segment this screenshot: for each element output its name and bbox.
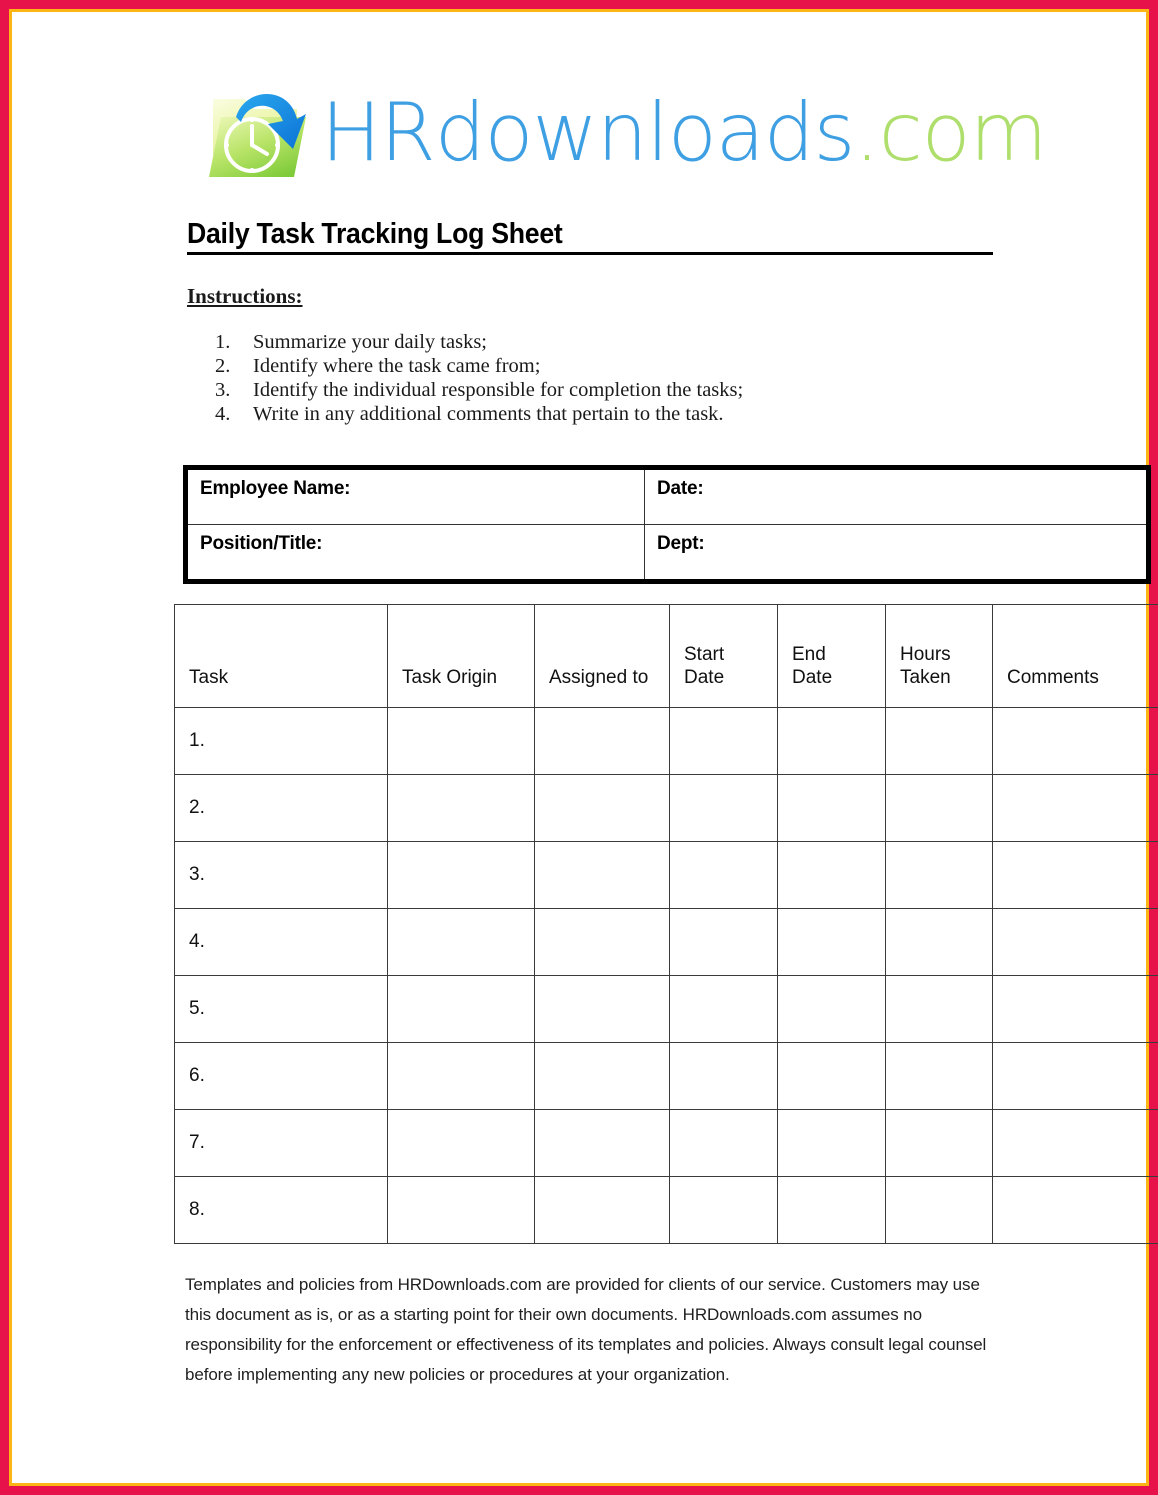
cell-start-date[interactable] <box>670 775 778 842</box>
logo-wordmark-main: HRdownloads <box>321 86 855 179</box>
table-row <box>175 1043 1158 1110</box>
cell-hours-taken[interactable] <box>886 1177 993 1244</box>
cell-hours-taken[interactable] <box>886 842 993 909</box>
cell-end-date[interactable] <box>778 909 886 976</box>
column-header-start-date-line2: Date <box>684 666 725 688</box>
table-row <box>175 976 1158 1043</box>
column-header-task-line1: Task <box>189 666 229 688</box>
cell-assigned-to[interactable] <box>535 1110 670 1177</box>
column-header-task-origin-line1: Task Origin <box>402 666 498 688</box>
cell-hours-taken[interactable] <box>886 775 993 842</box>
cell-end-date[interactable] <box>778 976 886 1043</box>
cell-comments[interactable] <box>993 842 1158 909</box>
cell-start-date[interactable] <box>670 1177 778 1244</box>
cell-task-number[interactable]: 8. <box>175 1177 388 1244</box>
cell-comments[interactable] <box>993 1110 1158 1177</box>
instruction-item <box>215 354 975 378</box>
document-page <box>12 12 1146 1483</box>
cell-comments[interactable] <box>993 775 1158 842</box>
cell-hours-taken[interactable] <box>886 909 993 976</box>
employee-info-table <box>183 465 1151 584</box>
position-title-field[interactable]: Position/Title: <box>186 525 645 582</box>
column-header-hours-taken-line1: Hours <box>900 643 951 665</box>
table-row <box>186 525 1149 582</box>
cell-assigned-to[interactable] <box>535 976 670 1043</box>
logo-wordmark <box>321 86 1047 179</box>
cell-start-date[interactable] <box>670 842 778 909</box>
instruction-number: 3. <box>215 379 231 401</box>
cell-start-date[interactable] <box>670 976 778 1043</box>
cell-task-origin[interactable] <box>388 708 535 775</box>
cell-start-date[interactable] <box>670 1110 778 1177</box>
cell-hours-taken[interactable] <box>886 976 993 1043</box>
cell-hours-taken[interactable] <box>886 708 993 775</box>
footer-disclaimer: Templates and policies from HRDownloads.com are provided for clients of our service. Customers may use this document as is, or as a starting point for their own documents. HRDownloads.com assumes no responsibility for the enforcement or effectiveness of its templates and policies. Always consult legal counsel before implementing any new policies or procedures at your organization. <box>185 1275 987 1384</box>
column-header-end-date-line2: Date <box>792 666 833 688</box>
folder-clock-arrow-icon <box>205 81 317 185</box>
instruction-text: Identify the individual responsible for completion the tasks; <box>253 379 744 401</box>
instruction-item <box>215 402 975 426</box>
cell-task-number[interactable]: 1. <box>175 708 388 775</box>
column-header-task <box>175 605 388 708</box>
cell-assigned-to[interactable] <box>535 842 670 909</box>
cell-task-number[interactable]: 5. <box>175 976 388 1043</box>
cell-comments[interactable] <box>993 909 1158 976</box>
column-header-start-date <box>670 605 778 708</box>
cell-hours-taken[interactable] <box>886 1110 993 1177</box>
column-header-end-date-line1: End <box>792 643 826 665</box>
table-header-row <box>175 605 1158 708</box>
table-row <box>175 708 1158 775</box>
instructions-heading: Instructions: <box>187 284 303 308</box>
cell-task-number[interactable]: 7. <box>175 1110 388 1177</box>
cell-task-number[interactable]: 2. <box>175 775 388 842</box>
page-title <box>187 219 993 255</box>
column-header-hours-taken-line2: Taken <box>900 666 951 688</box>
cell-end-date[interactable] <box>778 842 886 909</box>
cell-assigned-to[interactable] <box>535 909 670 976</box>
employee-name-field[interactable]: Employee Name: <box>186 468 645 525</box>
instruction-text: Write in any additional comments that pertain to the task. <box>253 403 724 425</box>
cell-task-origin[interactable] <box>388 1110 535 1177</box>
instruction-number: 1. <box>215 331 231 353</box>
cell-task-number[interactable]: 6. <box>175 1043 388 1110</box>
cell-start-date[interactable] <box>670 708 778 775</box>
cell-comments[interactable] <box>993 976 1158 1043</box>
cell-task-number[interactable]: 4. <box>175 909 388 976</box>
column-header-task-origin <box>388 605 535 708</box>
table-row <box>175 842 1158 909</box>
page-title-text: Daily Task Tracking Log Sheet <box>187 218 563 250</box>
cell-comments[interactable] <box>993 708 1158 775</box>
table-row <box>175 1110 1158 1177</box>
page-title-underline <box>187 252 993 255</box>
table-row <box>175 909 1158 976</box>
cell-end-date[interactable] <box>778 775 886 842</box>
column-header-assigned-to-line1: Assigned to <box>549 666 649 688</box>
column-header-hours-taken <box>886 605 993 708</box>
logo-wordmark-tld: .com <box>854 86 1047 179</box>
column-header-end-date <box>778 605 886 708</box>
cell-comments[interactable] <box>993 1043 1158 1110</box>
instruction-text: Summarize your daily tasks; <box>253 331 487 353</box>
cell-assigned-to[interactable] <box>535 1177 670 1244</box>
cell-task-origin[interactable] <box>388 775 535 842</box>
task-log-table <box>174 604 1158 1244</box>
table-row <box>186 468 1149 525</box>
cell-end-date[interactable] <box>778 708 886 775</box>
cell-task-origin[interactable] <box>388 1177 535 1244</box>
column-header-assigned-to <box>535 605 670 708</box>
instruction-item <box>215 378 975 402</box>
cell-start-date[interactable] <box>670 1043 778 1110</box>
page-border-inner <box>9 9 1149 1486</box>
cell-assigned-to[interactable] <box>535 1043 670 1110</box>
date-field[interactable]: Date: <box>645 468 1149 525</box>
cell-task-number[interactable]: 3. <box>175 842 388 909</box>
site-logo[interactable] <box>205 78 1047 188</box>
instruction-number: 2. <box>215 355 231 377</box>
column-header-comments <box>993 605 1158 708</box>
column-header-start-date-line1: Start <box>684 643 725 665</box>
cell-end-date[interactable] <box>778 1110 886 1177</box>
column-header-comments-line1: Comments <box>1007 666 1099 688</box>
cell-task-origin[interactable] <box>388 842 535 909</box>
cell-comments[interactable] <box>993 1177 1158 1244</box>
cell-end-date[interactable] <box>778 1043 886 1110</box>
instruction-item <box>215 330 975 354</box>
cell-assigned-to[interactable] <box>535 775 670 842</box>
cell-task-origin[interactable] <box>388 976 535 1043</box>
table-row <box>175 1177 1158 1244</box>
instructions-list <box>215 330 975 426</box>
cell-end-date[interactable] <box>778 1177 886 1244</box>
cell-task-origin[interactable] <box>388 1043 535 1110</box>
instruction-text: Identify where the task came from; <box>253 355 541 377</box>
instruction-number: 4. <box>215 403 231 425</box>
cell-start-date[interactable] <box>670 909 778 976</box>
cell-task-origin[interactable] <box>388 909 535 976</box>
cell-assigned-to[interactable] <box>535 708 670 775</box>
table-row <box>175 775 1158 842</box>
cell-hours-taken[interactable] <box>886 1043 993 1110</box>
dept-field[interactable]: Dept: <box>645 525 1149 582</box>
